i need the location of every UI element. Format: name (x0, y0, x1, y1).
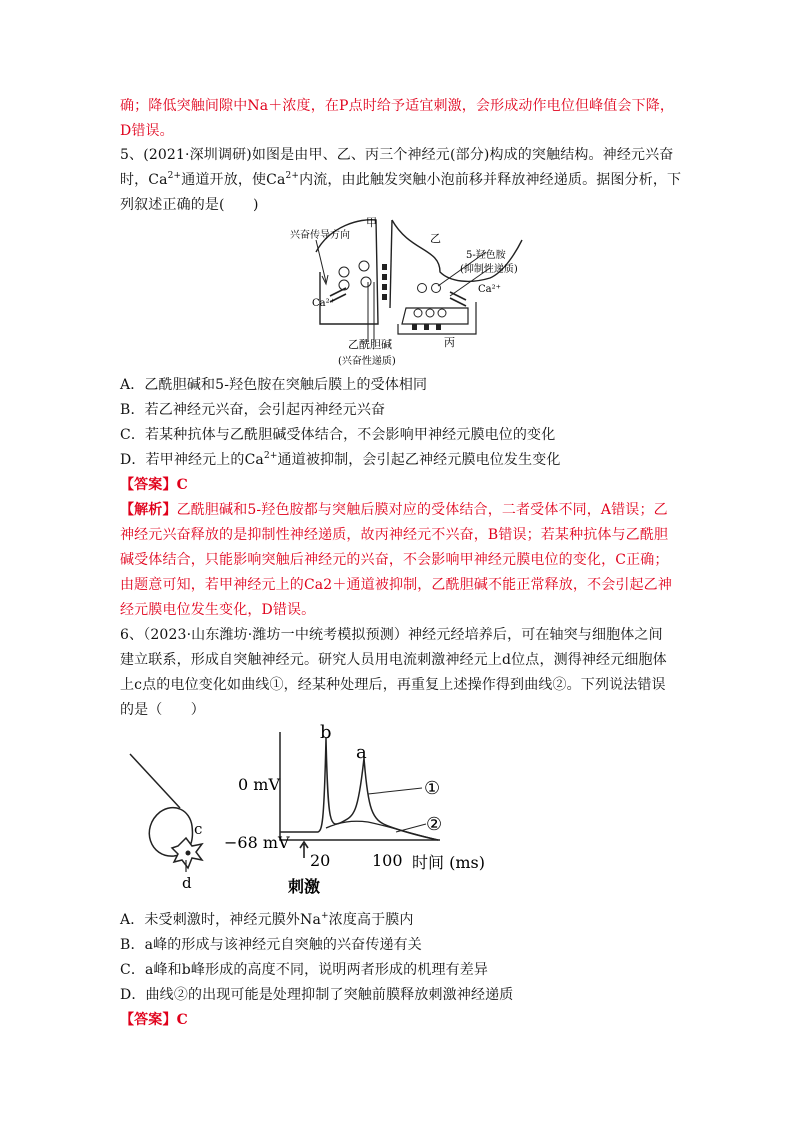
stimulus-arrow-icon (300, 842, 308, 858)
label-c: c (194, 820, 203, 838)
label-0mv: 0 mV (238, 775, 280, 794)
receptor-icon (412, 324, 417, 330)
vesicle-icon (414, 309, 422, 317)
q5-stem-text: 通道开放，使Ca (181, 172, 286, 188)
label-neg68: −68 mV (224, 833, 290, 852)
q5-synapse-figure (290, 212, 550, 372)
q6-option-c: C．a峰和b峰形成的高度不同，说明两者形成的机理有差异 (120, 962, 489, 978)
q5-stem-line-1: 5、(2021·深圳调研)如图是由甲、乙、丙三个神经元(部分)构成的突触结构。神经元兴奋 (120, 147, 674, 163)
label-peak-b: b (320, 722, 332, 743)
label-bing: 丙 (444, 336, 455, 349)
q6-answer (120, 1009, 188, 1031)
q5-stem-line-2 (120, 169, 681, 191)
direction-arrow-icon (316, 240, 326, 282)
tick-20: 20 (310, 851, 331, 870)
q5-answer (120, 474, 188, 496)
receptor-icon (382, 284, 387, 290)
pointer-line (368, 788, 422, 794)
q5-analysis-line-5: 经元膜电位发生变化，D错误。 (120, 602, 316, 618)
label-jia: 甲 (366, 216, 377, 229)
label-serotonin-note: (抑制性递质) (460, 264, 518, 275)
q6-option-a (120, 909, 414, 931)
q5-option-b: B．若乙神经元兴奋，会引起丙神经元兴奋 (120, 402, 386, 418)
xaxis-label: 时间 (ms) (412, 853, 485, 872)
electrode-line (130, 754, 180, 808)
q6-option-a-text: 浓度高于膜内 (328, 912, 414, 928)
receptor-icon (382, 264, 387, 270)
q6-potential-figure (120, 718, 500, 900)
label-d: d (182, 874, 192, 892)
q6-option-d: D．曲线②的出现可能是处理抑制了突触前膜释放刺激神经递质 (120, 987, 514, 1003)
label-serotonin: 5-羟色胺 (466, 250, 506, 261)
answer-value: C (176, 477, 188, 493)
q5-option-d-text: D．若甲神经元上的Ca (120, 452, 264, 468)
point-c-dot (186, 851, 191, 856)
q5-analysis-line-2: 神经元兴奋释放的是抑制性神经递质，故丙神经元不兴奋，B错误；若某种抗体与乙酰胆 (120, 527, 669, 543)
q5-stem-text: 时，Ca (120, 172, 168, 188)
curve-2-line (326, 821, 438, 840)
label-ach-note: (兴奋性递质) (338, 356, 396, 367)
receptor-icon (424, 324, 429, 330)
label-curve-2: ② (426, 814, 443, 835)
stimulus-label: 刺激 (288, 877, 321, 896)
label-curve-1: ① (424, 778, 441, 799)
answer-value: C (176, 1012, 188, 1028)
label-ach: 乙酰胆碱 (348, 338, 392, 351)
q6-stem-line-3: 上c点的电位变化如曲线①，经某种处理后，再重复上述操作得到曲线②。下列说法错误 (120, 677, 666, 693)
q6-option-a-text: A．未受刺激时，神经元膜外Na (120, 912, 321, 928)
neuron-yi-membrane (390, 220, 392, 308)
q6-stem-line-2: 建立联系，形成自突触神经元。研究人员用电流刺激神经元上d位点，测得神经元细胞体 (120, 652, 667, 668)
q5-analysis-line-1 (120, 499, 668, 521)
label-peak-a: a (356, 742, 367, 763)
q5-option-d-text: 通道被抑制，会引起乙神经元膜电位发生变化 (277, 452, 561, 468)
vesicle-icon (438, 309, 446, 317)
vesicle-icon (361, 277, 371, 287)
neuron-bing-outline (402, 308, 468, 324)
label-ca-right: Ca²⁺ (478, 284, 501, 295)
label-direction: 兴奋传导方向 (290, 230, 350, 241)
vesicle-icon (418, 284, 427, 293)
vesicle-icon (426, 309, 434, 317)
q5-option-d-sup: 2+ (263, 451, 278, 461)
receptor-icon (382, 274, 387, 280)
q6-stem-line-4: 的是（ ） (120, 702, 205, 718)
receptor-icon (382, 294, 387, 300)
vesicle-icon (359, 261, 369, 271)
label-ca-left: Ca²⁺ (312, 298, 335, 309)
prev-answer-line-2: D错误。 (120, 123, 174, 139)
q5-stem-sup: 2+ (167, 171, 182, 181)
q5-analysis-line-3: 碱受体结合，只能影响突触后神经元的兴奋，不会影响甲神经元膜电位的变化，C正确； (120, 552, 669, 568)
q6-stem-line-1: 6、（2023·山东潍坊·潍坊一中统考模拟预测）神经元经培养后，可在轴突与细胞体之间 (120, 627, 663, 643)
answer-label: 【答案】 (120, 477, 177, 493)
q5-stem-line-3: 列叙述正确的是( ) (120, 197, 259, 213)
answer-label: 【答案】 (120, 1012, 177, 1028)
vesicle-icon (339, 267, 349, 277)
tick-100: 100 (372, 851, 403, 870)
analysis-text: 乙酰胆碱和5-羟色胺都与突触后膜对应的受体结合，二者受体不同，A错误；乙 (176, 502, 668, 518)
q5-stem-text: 内流，由此触发突触小泡前移并释放神经递质。据图分析，下 (299, 172, 682, 188)
pointer-line (396, 824, 426, 832)
q5-option-a: A．乙酰胆碱和5-羟色胺在突触后膜上的受体相同 (120, 377, 428, 393)
q5-stem-sup: 2+ (285, 171, 300, 181)
q6-option-b: B．a峰的形成与该神经元自突触的兴奋传递有关 (120, 937, 422, 953)
receptor-icon (436, 324, 441, 330)
q5-option-d (120, 449, 561, 471)
analysis-label: 【解析】 (120, 502, 177, 518)
q5-analysis-line-4: 由题意可知，若甲神经元上的Ca2＋通道被抑制，乙酰胆碱不能正常释放，不会引起乙神 (120, 577, 672, 593)
q5-option-c: C．若某种抗体与乙酰胆碱受体结合，不会影响甲神经元膜电位的变化 (120, 427, 556, 443)
prev-answer-line-1: 确；降低突触间隙中Na＋浓度，在P点时给予适宜刺激，会形成动作电位但峰值会下降， (120, 98, 675, 114)
label-yi: 乙 (430, 232, 441, 245)
q6-option-a-sup: + (320, 911, 329, 921)
